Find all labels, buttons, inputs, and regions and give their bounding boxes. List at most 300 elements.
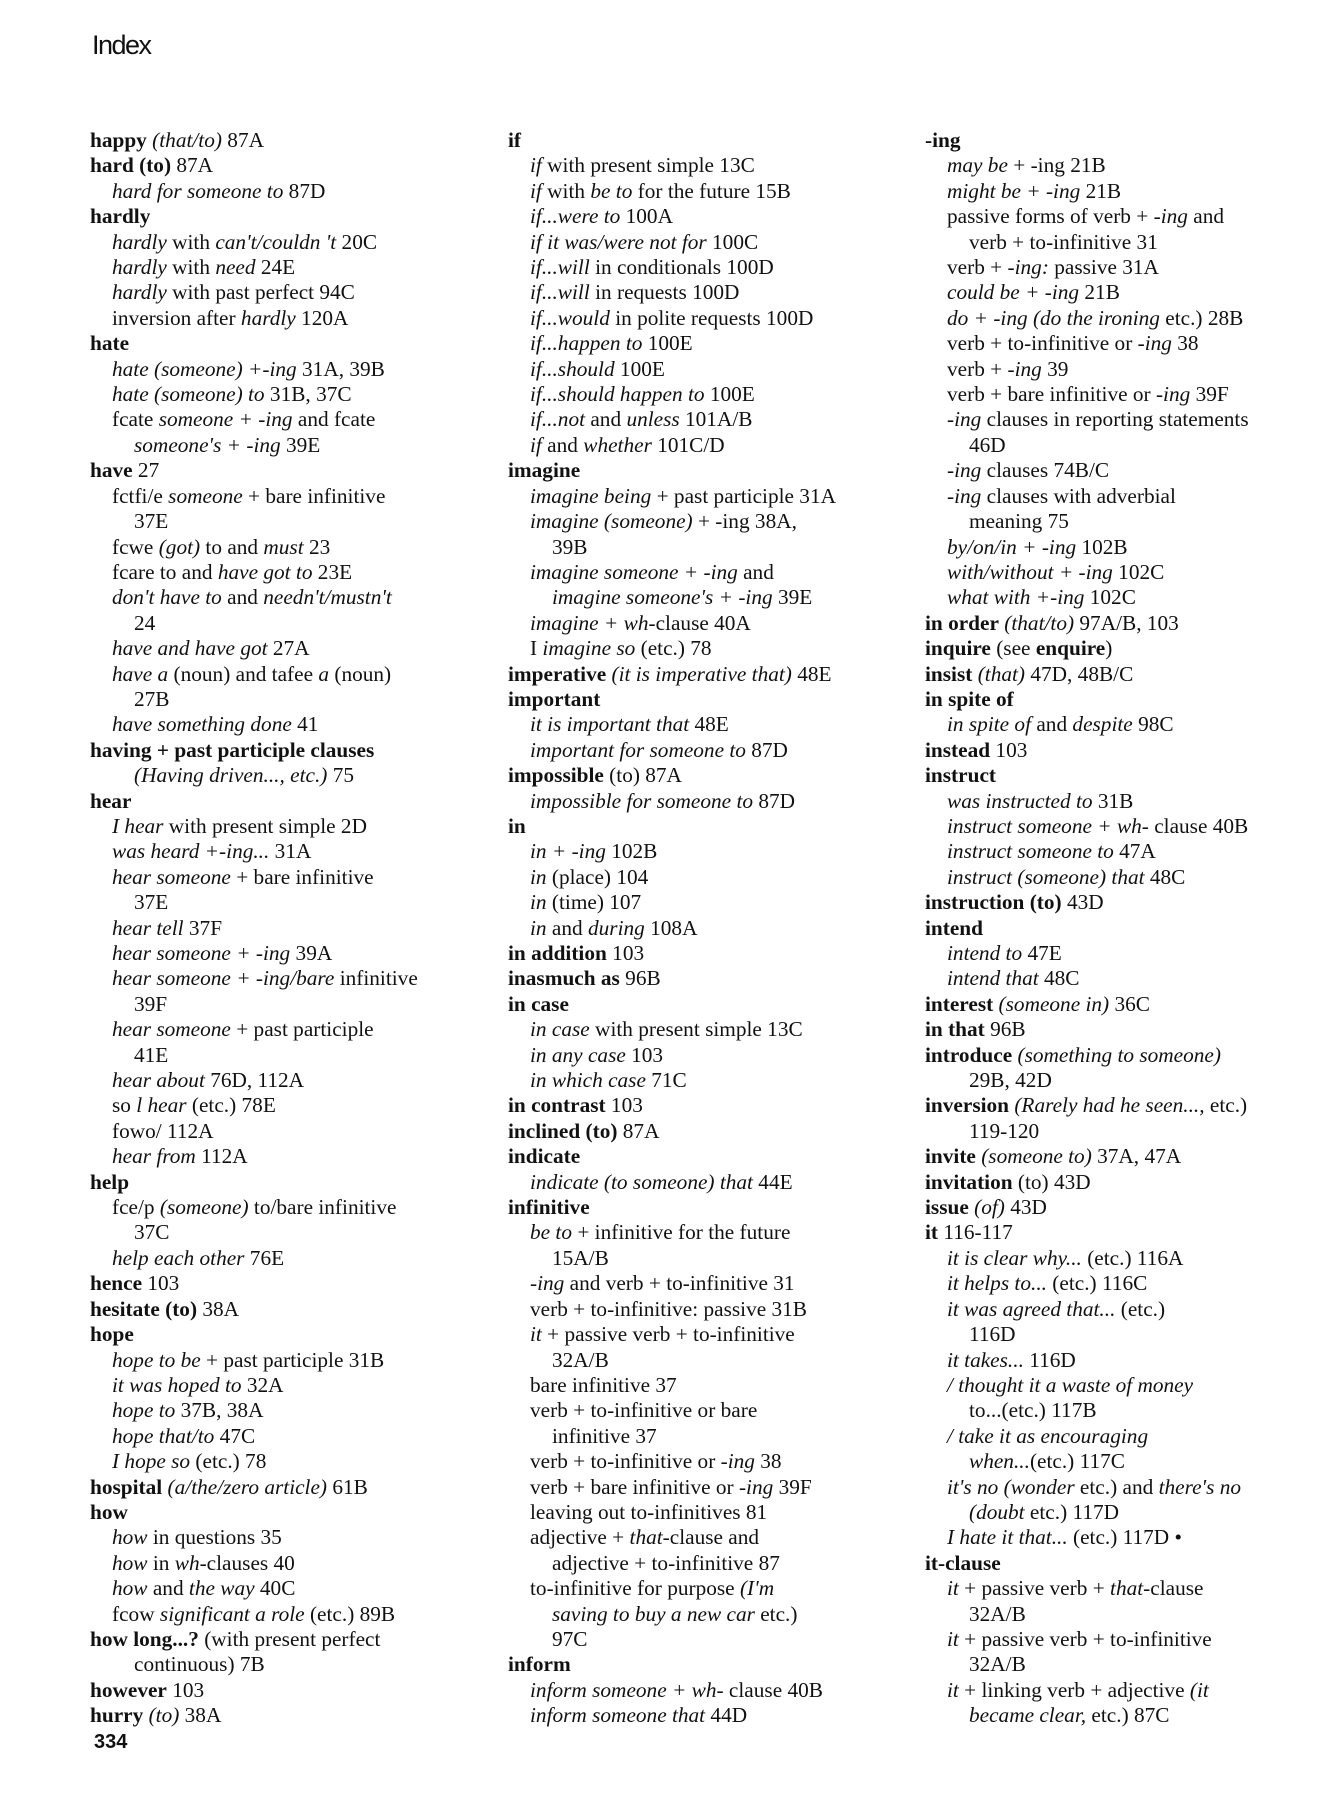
index-subentry bbox=[90, 585, 490, 610]
index-subentry bbox=[90, 636, 490, 661]
index-text-segment: 48E bbox=[791, 661, 832, 686]
index-subentry bbox=[508, 1551, 918, 1576]
index-entry-heading bbox=[508, 763, 918, 788]
index-subentry bbox=[925, 433, 1343, 458]
index-text-segment: fctfi/e bbox=[112, 483, 169, 508]
index-entry-heading bbox=[508, 1144, 918, 1169]
index-entry-heading bbox=[508, 1119, 918, 1144]
index-text-segment: 41E bbox=[134, 1042, 169, 1067]
index-text-segment: in case bbox=[530, 1017, 590, 1042]
index-text-segment: -ing bbox=[947, 407, 982, 432]
index-subentry bbox=[508, 1703, 918, 1728]
index-text-segment: if...should happen to bbox=[530, 382, 705, 407]
index-text-segment: 87D bbox=[283, 178, 326, 203]
index-text-segment: + past participle 31B bbox=[200, 1347, 385, 1372]
index-text-segment: -ing: bbox=[1007, 255, 1049, 280]
index-text-segment: 98C bbox=[1132, 712, 1174, 737]
index-text-segment: introduce bbox=[925, 1042, 1013, 1067]
index-text-segment: 38 bbox=[1171, 331, 1199, 356]
index-text-segment: 39E bbox=[280, 432, 321, 457]
index-text-segment: 97C bbox=[552, 1626, 588, 1651]
index-entry-heading bbox=[508, 128, 918, 153]
index-entry-heading bbox=[90, 153, 490, 178]
index-text-segment: 37E bbox=[134, 890, 169, 915]
index-text-segment: + passive verb + to-infinitive bbox=[958, 1626, 1212, 1651]
index-entry-heading bbox=[925, 1144, 1343, 1169]
index-text-segment: impossible for someone to bbox=[530, 788, 754, 813]
index-text-segment: + passive verb + bbox=[958, 1576, 1111, 1601]
index-text-segment: in bbox=[530, 915, 547, 940]
index-subentry bbox=[90, 1424, 490, 1449]
index-text-segment: 37C bbox=[134, 1220, 170, 1245]
index-text-segment: 87A bbox=[221, 128, 264, 152]
index-text-segment: was instructed to bbox=[947, 788, 1093, 813]
index-text-segment: 27A bbox=[267, 636, 310, 661]
index-text-segment: it bbox=[925, 1220, 939, 1245]
index-subentry bbox=[508, 611, 918, 636]
index-text-segment: inform bbox=[508, 1652, 571, 1677]
index-text-segment: became clear, bbox=[969, 1703, 1087, 1728]
index-text-segment: fowo/ bbox=[112, 1118, 168, 1143]
index-text-segment: (doubt bbox=[969, 1499, 1025, 1524]
index-text-segment: and bbox=[147, 1576, 189, 1601]
index-text-segment: 103 bbox=[606, 941, 645, 965]
index-text-segment: etc.) 87C bbox=[1086, 1703, 1170, 1728]
index-text-segment: for the future 15B bbox=[632, 178, 791, 203]
index-text-segment: etc.) bbox=[1204, 1093, 1248, 1118]
index-entry-heading bbox=[925, 763, 1343, 788]
index-text-segment: hear tell bbox=[112, 915, 184, 940]
index-subentry bbox=[90, 1576, 490, 1601]
index-text-segment: 120A bbox=[295, 305, 349, 330]
index-text-segment: instruction (to) bbox=[925, 890, 1062, 915]
index-text-segment: hate (someone) +-ing bbox=[112, 356, 297, 381]
index-subentry bbox=[925, 1068, 1343, 1093]
index-text-segment: however bbox=[90, 1677, 167, 1702]
index-text-segment: 47D, 48B/C bbox=[1025, 661, 1134, 686]
index-subentry bbox=[925, 357, 1343, 382]
index-text-segment: hard (to) bbox=[90, 153, 172, 178]
index-text-segment: 96B bbox=[984, 1017, 1026, 1042]
index-text-segment: if...should bbox=[530, 356, 615, 381]
index-text-segment: verb + bare infinitive or bbox=[947, 382, 1156, 407]
index-text-segment: during bbox=[587, 915, 645, 940]
index-subentry bbox=[508, 1170, 918, 1195]
index-text-segment: with past perfect 94C bbox=[166, 280, 355, 305]
index-entry-heading bbox=[508, 1652, 918, 1677]
index-text-segment: 20C bbox=[336, 229, 378, 254]
index-text-segment: (someone) bbox=[159, 1195, 249, 1220]
index-subentry bbox=[90, 916, 490, 941]
index-text-segment: hear someone bbox=[112, 864, 231, 889]
index-subentry bbox=[90, 1195, 490, 1220]
index-text-segment: when... bbox=[969, 1449, 1030, 1474]
index-subentry bbox=[90, 712, 490, 737]
index-text-segment: do + -ing (do the ironing bbox=[947, 305, 1160, 330]
index-entry-heading bbox=[90, 1703, 490, 1728]
index-text-segment: 103 bbox=[166, 1677, 205, 1702]
index-text-segment: 103 bbox=[142, 1271, 180, 1296]
index-text-segment: -clause and bbox=[662, 1525, 760, 1550]
index-text-segment: 119-120 bbox=[969, 1118, 1040, 1143]
index-subentry bbox=[508, 1449, 918, 1474]
index-text-segment: (got) bbox=[158, 534, 201, 559]
index-text-segment: someone + -ing bbox=[158, 407, 293, 432]
index-text-segment: 87D bbox=[745, 737, 788, 762]
index-text-segment: wh bbox=[174, 1550, 200, 1575]
index-entry-heading bbox=[508, 662, 918, 687]
index-subentry bbox=[508, 1424, 918, 1449]
index-text-segment: insist bbox=[925, 661, 973, 686]
index-text-segment: 102C bbox=[1084, 585, 1136, 610]
index-text-segment: someone bbox=[168, 483, 243, 508]
index-text-segment: 43D bbox=[1061, 890, 1104, 915]
index-text-segment: by/on/in + -ing bbox=[947, 534, 1077, 559]
index-text-segment: 71C bbox=[645, 1068, 687, 1093]
index-text-segment: imagine bbox=[508, 458, 581, 483]
index-subentry bbox=[508, 585, 918, 610]
index-text-segment: if bbox=[530, 432, 542, 457]
index-subentry bbox=[925, 941, 1343, 966]
index-text-segment: in conditionals 100D bbox=[589, 255, 774, 280]
index-subentry bbox=[90, 1093, 490, 1118]
index-text-segment: verb + to-infinitive or bbox=[530, 1449, 721, 1474]
index-text-segment: 103 bbox=[990, 737, 1028, 762]
index-text-segment: it-clause bbox=[925, 1550, 1001, 1575]
index-column-3 bbox=[925, 128, 1343, 1729]
index-text-segment: -ing bbox=[1007, 356, 1042, 381]
index-text-segment: fce/p bbox=[112, 1195, 160, 1220]
index-subentry bbox=[90, 1068, 490, 1093]
index-text-segment: in any case bbox=[530, 1042, 626, 1067]
index-entry-heading bbox=[90, 458, 490, 483]
index-text-segment: if it was/were not for bbox=[530, 229, 707, 254]
index-text-segment: and bbox=[737, 559, 774, 584]
index-subentry bbox=[925, 509, 1343, 534]
index-text-segment: 48E bbox=[689, 712, 729, 737]
index-text-segment: (place) 104 bbox=[546, 864, 649, 889]
index-text-segment: 39E bbox=[772, 585, 813, 610]
index-text-segment: indicate (to someone) that bbox=[530, 1169, 753, 1194]
index-subentry bbox=[925, 1500, 1343, 1525]
index-column-1 bbox=[90, 128, 490, 1729]
index-text-segment: in spite of bbox=[947, 712, 1032, 737]
index-text-segment: + infinitive for the future bbox=[572, 1220, 791, 1245]
index-entry-heading bbox=[90, 1475, 490, 1500]
index-entry-heading bbox=[508, 992, 918, 1017]
index-text-segment: hardly bbox=[112, 229, 167, 254]
index-text-segment: 38 bbox=[754, 1449, 782, 1474]
index-text-segment: imagine + wh bbox=[530, 610, 649, 635]
index-text-segment: 47A bbox=[1113, 839, 1156, 864]
index-text-segment: hesitate (to) bbox=[90, 1296, 198, 1321]
index-text-segment: -ing bbox=[947, 483, 982, 508]
index-text-segment: + passive verb + to-infinitive bbox=[541, 1322, 795, 1347]
index-text-segment: meaning 75 bbox=[969, 509, 1069, 534]
index-text-segment: issue bbox=[925, 1195, 969, 1220]
index-text-segment: inform someone that bbox=[530, 1703, 706, 1728]
index-text-segment: (of) bbox=[974, 1195, 1005, 1220]
index-text-segment: 36C bbox=[1109, 991, 1150, 1016]
index-text-segment: instruct bbox=[925, 763, 996, 788]
index-text-segment: 112A bbox=[195, 1144, 248, 1169]
index-text-segment: fcow bbox=[112, 1601, 160, 1626]
index-text-segment: and bbox=[1187, 204, 1224, 229]
index-text-segment: 43D bbox=[1004, 1195, 1047, 1220]
index-text-segment: hear from bbox=[112, 1144, 196, 1169]
index-subentry bbox=[508, 1627, 918, 1652]
index-text-segment: hardly bbox=[90, 204, 151, 229]
index-entry-heading bbox=[90, 1271, 490, 1296]
index-entry-heading bbox=[925, 1043, 1343, 1068]
index-entry-heading bbox=[90, 331, 490, 356]
index-entry-heading bbox=[90, 1297, 490, 1322]
index-subentry bbox=[925, 585, 1343, 610]
index-subentry bbox=[508, 331, 918, 356]
index-text-segment: 116-117 bbox=[938, 1220, 1013, 1245]
index-subentry bbox=[508, 407, 918, 432]
index-text-segment: how bbox=[112, 1525, 148, 1550]
index-subentry bbox=[925, 1322, 1343, 1347]
index-text-segment: (that) bbox=[977, 661, 1026, 686]
index-subentry bbox=[925, 230, 1343, 255]
index-text-segment: (etc.) 89B bbox=[304, 1601, 396, 1626]
index-subentry bbox=[90, 611, 490, 636]
index-entry-heading bbox=[925, 916, 1343, 941]
index-text-segment: (a/the/zero article) bbox=[167, 1474, 328, 1499]
index-text-segment: 103 bbox=[625, 1042, 664, 1067]
index-text-segment: have something done bbox=[112, 712, 292, 737]
index-text-segment: in that bbox=[925, 1017, 985, 1042]
index-text-segment: infinitive bbox=[334, 966, 418, 991]
index-text-segment: 46D bbox=[969, 432, 1006, 457]
index-text-segment: significant a role bbox=[159, 1601, 305, 1626]
index-text-segment: invitation bbox=[925, 1169, 1013, 1194]
index-text-segment: adjective + bbox=[530, 1525, 630, 1550]
index-subentry bbox=[925, 458, 1343, 483]
index-subentry bbox=[925, 255, 1343, 280]
index-subentry bbox=[508, 1525, 918, 1550]
index-subentry bbox=[925, 839, 1343, 864]
index-text-segment: it was agreed that... bbox=[947, 1296, 1116, 1321]
index-text-segment: have and have got bbox=[112, 636, 268, 661]
index-subentry bbox=[925, 966, 1343, 991]
index-text-segment: 87D bbox=[753, 788, 796, 813]
index-subentry bbox=[508, 1475, 918, 1500]
index-subentry bbox=[925, 1119, 1343, 1144]
index-text-segment: and bbox=[541, 432, 584, 457]
index-text-segment: verb + to-infinitive or bare bbox=[530, 1398, 758, 1423]
index-subentry bbox=[90, 407, 490, 432]
index-subentry bbox=[925, 1576, 1343, 1601]
index-subentry bbox=[90, 1602, 490, 1627]
index-text-segment: in requests 100D bbox=[589, 280, 740, 305]
index-text-segment: (that/to) bbox=[1004, 610, 1075, 635]
index-text-segment: instruct someone + wh- bbox=[947, 813, 1149, 838]
index-subentry bbox=[925, 306, 1343, 331]
index-text-segment: clauses 74B/C bbox=[981, 458, 1110, 483]
index-subentry bbox=[508, 1043, 918, 1068]
index-text-segment: with bbox=[166, 255, 216, 280]
index-text-segment: + linking verb + adjective bbox=[958, 1677, 1190, 1702]
index-subentry bbox=[508, 535, 918, 560]
index-text-segment: I bbox=[530, 636, 543, 661]
index-subentry bbox=[508, 204, 918, 229]
index-entry-heading bbox=[925, 1195, 1343, 1220]
index-entry-heading bbox=[925, 1170, 1343, 1195]
index-text-segment: the way bbox=[188, 1576, 255, 1601]
index-subentry bbox=[925, 382, 1343, 407]
index-text-segment: (noun) and tafee bbox=[168, 661, 319, 686]
index-text-segment: -ing bbox=[1153, 204, 1188, 229]
index-text-segment: with bbox=[541, 178, 591, 203]
index-text-segment: 76E bbox=[244, 1245, 285, 1270]
index-text-segment: 100A bbox=[620, 204, 673, 229]
index-text-segment: hurry bbox=[90, 1703, 144, 1728]
index-text-segment: it bbox=[530, 1322, 542, 1347]
index-text-segment: + -ing 21B bbox=[1007, 153, 1106, 178]
index-text-segment: 61B bbox=[327, 1474, 368, 1499]
index-text-segment: verb + bare infinitive or bbox=[530, 1474, 739, 1499]
index-subentry bbox=[90, 280, 490, 305]
index-text-segment: continuous) 7B bbox=[134, 1652, 265, 1677]
index-text-segment: (etc.) 117D • bbox=[1067, 1525, 1182, 1550]
index-text-segment: I hate it that... bbox=[947, 1525, 1068, 1550]
index-subentry bbox=[508, 153, 918, 178]
index-entry-heading bbox=[925, 687, 1343, 712]
index-subentry bbox=[90, 941, 490, 966]
index-text-segment: hear someone bbox=[112, 1017, 231, 1042]
index-text-segment: hate bbox=[90, 331, 130, 356]
index-entry-heading bbox=[508, 941, 918, 966]
index-text-segment: (with present perfect bbox=[198, 1626, 381, 1651]
index-subentry bbox=[508, 1500, 918, 1525]
index-subentry bbox=[508, 712, 918, 737]
index-text-segment: verb + to-infinitive: passive 31B bbox=[530, 1296, 807, 1321]
index-text-segment: ) bbox=[1105, 636, 1113, 661]
index-subentry bbox=[508, 1246, 918, 1271]
index-text-segment: -clauses 40 bbox=[199, 1550, 295, 1575]
index-subentry bbox=[90, 1398, 490, 1423]
index-text-segment: (someone in) bbox=[998, 991, 1110, 1016]
index-entry-heading bbox=[925, 611, 1343, 636]
index-text-segment: hope to be bbox=[112, 1347, 201, 1372]
index-subentry bbox=[925, 407, 1343, 432]
index-subentry bbox=[925, 1398, 1343, 1423]
index-subentry bbox=[508, 789, 918, 814]
index-text-segment: so bbox=[112, 1093, 137, 1118]
index-text-segment: someone's + -ing bbox=[134, 432, 281, 457]
index-text-segment: it takes... bbox=[947, 1347, 1024, 1372]
index-text-segment: (etc.) 117C bbox=[1029, 1449, 1125, 1474]
index-subentry bbox=[925, 1627, 1343, 1652]
index-subentry bbox=[508, 179, 918, 204]
index-text-segment: hear someone + -ing/bare bbox=[112, 966, 335, 991]
index-text-segment: (Having driven..., etc.) bbox=[134, 763, 328, 788]
index-text-segment: passive 31A bbox=[1048, 255, 1159, 280]
index-subentry bbox=[925, 1373, 1343, 1398]
index-text-segment: have bbox=[90, 458, 133, 483]
index-subentry bbox=[925, 1602, 1343, 1627]
index-text-segment: -ing bbox=[1155, 382, 1191, 407]
index-text-segment: 108A bbox=[644, 915, 698, 940]
index-text-segment: 31B bbox=[1092, 788, 1134, 813]
index-subentry bbox=[508, 1678, 918, 1703]
index-text-segment: 101C/D bbox=[651, 432, 725, 457]
index-text-segment: in spite of bbox=[925, 686, 1014, 711]
index-subentry bbox=[90, 433, 490, 458]
index-subentry bbox=[90, 179, 490, 204]
index-text-segment: with present simple 13C bbox=[589, 1017, 803, 1042]
index-text-segment: that bbox=[1110, 1576, 1144, 1601]
index-text-segment: + past participle 31A bbox=[651, 483, 836, 508]
index-text-segment: 31A, 39B bbox=[296, 356, 385, 381]
index-text-segment: 116D bbox=[969, 1322, 1016, 1347]
index-text-segment: enquire bbox=[1035, 636, 1106, 661]
index-text-segment: and bbox=[1031, 712, 1073, 737]
index-text-segment: and bbox=[221, 585, 264, 610]
index-subentry bbox=[925, 204, 1343, 229]
index-text-segment: if...will bbox=[530, 280, 590, 305]
index-text-segment: happy bbox=[90, 128, 147, 152]
index-text-segment: etc.) 28B bbox=[1159, 305, 1244, 330]
index-text-segment: imagine (someone) bbox=[530, 509, 693, 534]
index-subentry bbox=[508, 357, 918, 382]
index-text-segment: instruct someone to bbox=[947, 839, 1114, 864]
index-text-segment: 41 bbox=[291, 712, 319, 737]
index-entry-heading bbox=[508, 814, 918, 839]
index-entry-heading bbox=[90, 128, 490, 153]
index-subentry bbox=[90, 1043, 490, 1068]
index-text-segment: to-infinitive for purpose bbox=[530, 1576, 740, 1601]
index-text-segment: fcare to and bbox=[112, 559, 218, 584]
index-text-segment: saving to buy a new car bbox=[552, 1601, 755, 1626]
index-subentry bbox=[508, 230, 918, 255]
index-subentry bbox=[90, 509, 490, 534]
index-text-segment: (etc.) 116A bbox=[1081, 1245, 1184, 1270]
index-subentry bbox=[508, 1017, 918, 1042]
index-text-segment: 44D bbox=[705, 1703, 748, 1728]
index-text-segment: how long...? bbox=[90, 1626, 199, 1651]
index-text-segment: in which case bbox=[530, 1068, 646, 1093]
index-text-segment: 39F bbox=[134, 991, 168, 1016]
index-text-segment: 37A, 47A bbox=[1091, 1144, 1182, 1169]
index-text-segment: hence bbox=[90, 1271, 143, 1296]
index-subentry bbox=[925, 1271, 1343, 1296]
index-text-segment: 21B bbox=[1079, 280, 1120, 305]
index-text-segment: -ing bbox=[1137, 331, 1172, 356]
index-text-segment: imagine someone's + -ing bbox=[552, 585, 773, 610]
index-entry-heading bbox=[925, 1220, 1343, 1245]
index-text-segment: 47E bbox=[1022, 941, 1062, 965]
index-text-segment: don't have to bbox=[112, 585, 222, 610]
index-text-segment: + past participle bbox=[230, 1017, 374, 1042]
index-text-segment: can't/couldn 't bbox=[215, 229, 337, 254]
index-text-segment: passive forms of verb + bbox=[947, 204, 1154, 229]
index-subentry bbox=[90, 1525, 490, 1550]
index-subentry bbox=[508, 916, 918, 941]
index-text-segment: and bbox=[546, 915, 588, 940]
index-text-segment: hope to bbox=[112, 1398, 176, 1423]
index-subentry bbox=[508, 1602, 918, 1627]
index-text-segment: (etc.) 78 bbox=[635, 636, 712, 661]
index-text-segment: + -ing 38A, bbox=[692, 509, 797, 534]
index-text-segment: it bbox=[947, 1576, 959, 1601]
index-text-segment: (etc.) 78E bbox=[186, 1093, 276, 1118]
index-entry-heading bbox=[925, 1093, 1343, 1118]
page-number: 334 bbox=[94, 1731, 128, 1753]
index-subentry bbox=[508, 1373, 918, 1398]
